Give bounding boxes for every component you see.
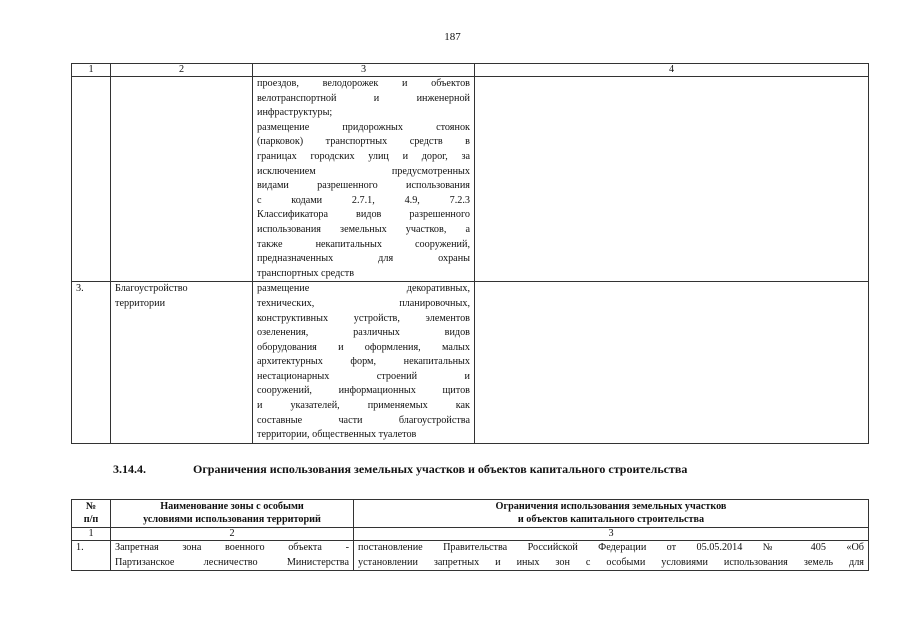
column-number-row <box>72 528 869 541</box>
page-number: 187 <box>444 31 461 43</box>
description-line: (парковок) транспортных средств в <box>257 136 470 148</box>
column-number: 4 <box>475 64 869 77</box>
header-number <box>72 500 111 528</box>
description-line: видами разрешенного использования <box>257 180 470 192</box>
header-line: условиями использования территорий <box>143 513 321 525</box>
description-line: также некапитальных сооружений, <box>257 238 470 250</box>
use-description-cell <box>253 282 475 444</box>
description-line: велотранспортной и инженерной <box>257 92 470 104</box>
description-line: транспортных средств <box>257 267 355 279</box>
header-zone-name <box>111 500 354 528</box>
description-line: проездов, велодорожек и объектов <box>257 78 470 89</box>
section-title: Ограничения использования земельных участков и объектов капитального строительства <box>193 462 688 476</box>
table-row <box>72 282 869 444</box>
table-row <box>72 77 869 282</box>
column-number: 2 <box>111 64 253 77</box>
column-number: 1 <box>72 528 111 541</box>
row-number-cell: 3. <box>72 282 111 444</box>
description-line: архитектурных форм, некапитальных <box>257 356 470 368</box>
header-line: п/п <box>83 513 99 525</box>
zone-name-cell <box>111 541 354 571</box>
description-line: озеленения, различных видов <box>257 327 470 339</box>
restriction-line: установлении запретных и иных зон с особыми условиями использования земель для <box>358 556 864 568</box>
restriction-cell <box>354 541 869 571</box>
header-row <box>72 500 869 528</box>
section-number: 3.14.4. <box>113 462 146 476</box>
description-line: нестационарных строений и <box>257 370 470 382</box>
description-line: предназначенных для охраны <box>257 253 470 265</box>
row-number-cell: 1. <box>72 541 111 571</box>
description-line: территории, общественных туалетов <box>257 429 417 441</box>
description-line: и указателей, применяемых как <box>257 400 470 412</box>
description-line: Классификатора видов разрешенного <box>257 209 470 221</box>
zone-name-line: Запретная зона военного объекта - <box>115 542 349 553</box>
description-line: технических, планировочных, <box>257 297 470 309</box>
description-line: составные части благоустройства <box>257 414 470 426</box>
table-row <box>72 541 869 571</box>
description-line: размещение декоративных, <box>257 283 470 295</box>
restriction-line: постановление Правительства Российской Федерации от 05.05.2014 № 405 «Об <box>358 542 864 553</box>
parameters-cell <box>475 282 869 444</box>
column-number: 1 <box>72 64 111 77</box>
description-line: инфраструктуры; <box>257 107 333 119</box>
description-line: границах городских улиц и дорог, за <box>257 150 470 162</box>
zone-name-line: Партизанское лесничество Министерства <box>115 556 349 568</box>
column-number: 2 <box>111 528 354 541</box>
permitted-use-table <box>71 63 869 444</box>
use-name-line: территории <box>115 297 166 309</box>
description-line: размещение придорожных стоянок <box>257 121 470 133</box>
use-name-cell <box>111 77 253 282</box>
description-line: оборудования и оформления, малых <box>257 341 470 353</box>
description-line: использования земельных участков, а <box>257 223 470 235</box>
row-number-cell <box>72 77 111 282</box>
column-number-row <box>72 64 869 77</box>
restrictions-table <box>71 499 869 571</box>
description-line: с кодами 2.7.1, 4.9, 7.2.3 <box>257 194 470 206</box>
use-description-cell <box>253 77 475 282</box>
parameters-cell <box>475 77 869 282</box>
header-line: Наименование зоны с особыми <box>160 501 304 512</box>
description-line: исключением предусмотренных <box>257 165 470 177</box>
header-line: и объектов капитального строительства <box>517 513 705 525</box>
column-number: 3 <box>253 64 475 77</box>
column-number: 3 <box>354 528 869 541</box>
header-line: № <box>85 501 97 512</box>
description-line: сооружений, информационных щитов <box>257 385 470 397</box>
header-restrictions <box>354 500 869 528</box>
use-name-cell <box>111 282 253 444</box>
header-line: Ограничения использования земельных участков <box>495 501 727 512</box>
use-name-line: Благоустройство <box>115 283 188 295</box>
description-line: конструктивных устройств, элементов <box>257 312 470 324</box>
